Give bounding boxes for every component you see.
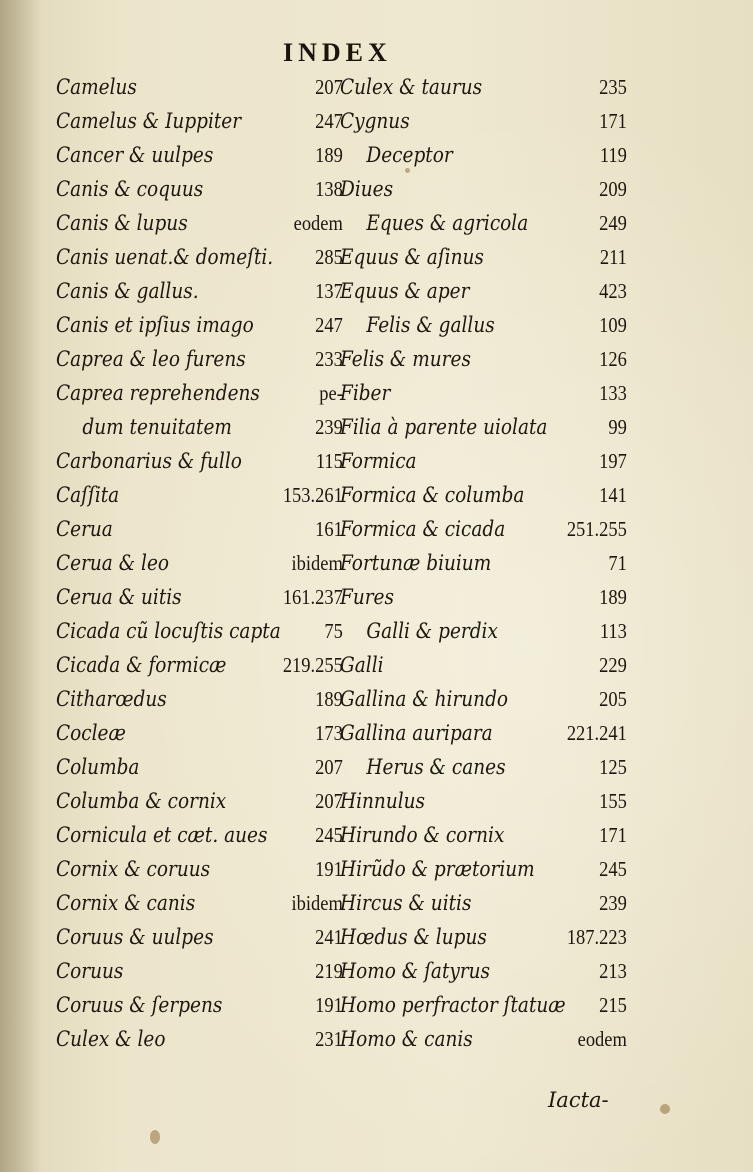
index-entry-page: 233 [315, 347, 343, 371]
index-entry-page: 285 [315, 245, 343, 269]
index-entry-name: Columba & cornix [56, 789, 227, 813]
index-entry-name: Homo & canis [340, 1027, 473, 1051]
index-entry-name: Filia à parente uiolata [340, 415, 548, 439]
index-entry-page: 189 [315, 687, 343, 711]
index-entry-name: Caprea reprehendens [56, 381, 260, 405]
index-entry-page: 75 [324, 619, 343, 643]
index-entry-name: Carbonarius & fullo [56, 449, 242, 473]
index-entry-name: Formica & cicada [340, 517, 506, 541]
index-entry [56, 274, 343, 308]
index-entry-page: 99 [608, 415, 627, 439]
index-entry-page: 245 [599, 857, 627, 881]
index-entry [340, 920, 627, 954]
index-entry-page: ibidem [291, 551, 343, 575]
index-entry [340, 104, 627, 138]
index-entry-page: 171 [599, 109, 627, 133]
index-entry-page: eodem [577, 1027, 627, 1051]
index-entry-page: 219 [315, 959, 343, 983]
index-entry-name: Homo & ſatyrus [340, 959, 491, 983]
index-entry-page: 189 [315, 143, 343, 167]
index-entry [340, 750, 627, 784]
index-entry-name: Cerua & leo [56, 551, 170, 575]
index-entry-name: Cocleæ [56, 721, 126, 745]
index-entry [56, 852, 343, 886]
index-entry-name: Canis & gallus. [56, 279, 199, 303]
index-entry-name: Culex & leo [56, 1027, 166, 1051]
index-entry-name: Citharœdus [56, 687, 167, 711]
index-entry-page: 197 [599, 449, 627, 473]
index-entry-page: 205 [599, 687, 627, 711]
index-entry-name: Camelus [56, 75, 137, 99]
index-entry [340, 376, 627, 410]
index-entry-name: Cerua & uitis [56, 585, 182, 609]
index-entry [56, 920, 343, 954]
index-entry [56, 614, 343, 648]
index-entry [340, 614, 627, 648]
index-entry-name: Herus & canes [366, 755, 506, 779]
index-entry [56, 784, 343, 818]
index-entry-name: Coruus & uulpes [56, 925, 214, 949]
index-entry-name: Cicada & formicæ [56, 653, 227, 677]
index-entry [56, 750, 343, 784]
index-entry-page: 251.255 [566, 517, 627, 541]
index-entry-name: Caprea & leo furens [56, 347, 246, 371]
index-entry-page: 133 [599, 381, 627, 405]
index-column-right [340, 70, 630, 1056]
index-entry [56, 1022, 343, 1056]
index-entry-page: 207 [315, 75, 343, 99]
index-entry [56, 376, 343, 410]
index-entry-name: Formica [340, 449, 417, 473]
index-entry-page: 247 [315, 313, 343, 337]
index-entry-name: Felis & mures [340, 347, 471, 371]
index-entry-page: 109 [599, 313, 627, 337]
index-entry-name: Diues [340, 177, 394, 201]
index-entry-page: 231 [315, 1027, 343, 1051]
index-entry-page: 191 [315, 993, 343, 1017]
index-entry-page: 247 [315, 109, 343, 133]
index-entry-name: Camelus & Iuppiter [56, 109, 242, 133]
index-entry-page: 137 [315, 279, 343, 303]
index-entry [56, 342, 343, 376]
index-entry [340, 478, 627, 512]
index-entry [56, 988, 343, 1022]
index-entry [56, 818, 343, 852]
index-entry [56, 240, 343, 274]
index-entry-name: Galli & perdix [366, 619, 498, 643]
index-entry-page: 71 [608, 551, 627, 575]
index-entry [340, 172, 627, 206]
index-entry [340, 70, 627, 104]
page-title: INDEX [283, 38, 392, 67]
index-entry-name: Columba [56, 755, 140, 779]
index-entry [340, 206, 627, 240]
index-entry-page: 155 [599, 789, 627, 813]
index-entry-name: Coruus & ſerpens [56, 993, 223, 1017]
index-entry [340, 852, 627, 886]
index-entry-page: 161 [315, 517, 343, 541]
index-entry-page: eodem [293, 211, 343, 235]
paper-stain [660, 1104, 670, 1114]
index-entry [340, 784, 627, 818]
index-entry-name: Homo perfractor ſtatuæ [340, 993, 566, 1017]
index-entry-page: 189 [599, 585, 627, 609]
index-entry-page: 423 [599, 279, 627, 303]
index-entry-name: Eques & agricola [366, 211, 529, 235]
index-entry [56, 478, 343, 512]
index-entry [56, 172, 343, 206]
index-entry-name: Felis & gallus [366, 313, 495, 337]
index-entry-page: 241 [315, 925, 343, 949]
index-entry-name: Cerua [56, 517, 113, 541]
index-entry-name: Coruus [56, 959, 124, 983]
catchword: Iacta- [548, 1088, 609, 1112]
index-entry [340, 716, 627, 750]
index-entry-name: Canis et ipſius imago [56, 313, 254, 337]
index-entry-name: Canis & coquus [56, 177, 204, 201]
binding-shadow [0, 0, 42, 1172]
index-entry-name: Gallina auripara [340, 721, 493, 745]
index-entry [340, 954, 627, 988]
index-entry-page: 141 [599, 483, 627, 507]
index-entry [340, 512, 627, 546]
index-entry-name: Equus & aſinus [340, 245, 484, 269]
index-entry-page: 125 [599, 755, 627, 779]
index-entry [340, 682, 627, 716]
paper-stain [150, 1130, 160, 1144]
index-entry [56, 648, 343, 682]
index-entry [56, 138, 343, 172]
index-entry-name: Hinnulus [340, 789, 426, 813]
index-entry-name: Fiber [340, 381, 391, 405]
paper-stain [405, 168, 410, 173]
index-entry [56, 206, 343, 240]
index-entry-page: 215 [599, 993, 627, 1017]
index-entry [340, 138, 627, 172]
index-entry-name: Fures [340, 585, 394, 609]
index-entry-page: 239 [599, 891, 627, 915]
index-entry [56, 104, 343, 138]
index-entry-name: Cancer & uulpes [56, 143, 214, 167]
index-entry [56, 444, 343, 478]
index-entry [340, 818, 627, 852]
index-entry-page: 239 [315, 415, 343, 439]
index-entry-page: 126 [599, 347, 627, 371]
index-entry-page: 245 [315, 823, 343, 847]
index-entry [56, 546, 343, 580]
index-entry-name: Cornicula et cæt. aues [56, 823, 268, 847]
index-entry [340, 308, 627, 342]
index-entry-name: dum tenuitatem [82, 415, 232, 439]
index-entry-name: Equus & aper [340, 279, 470, 303]
index-entry-page: 187.223 [566, 925, 627, 949]
index-entry [56, 716, 343, 750]
index-entry-page: 207 [315, 789, 343, 813]
index-entry-name: Gallina & hirundo [340, 687, 509, 711]
index-entry-page: 138 [315, 177, 343, 201]
index-entry [56, 512, 343, 546]
index-entry-name: Deceptor [366, 143, 453, 167]
index-entry [340, 410, 627, 444]
index-entry-name: Cornix & canis [56, 891, 196, 915]
index-entry-name: Fortunæ biuium [340, 551, 492, 575]
index-entry-page: pe- [319, 381, 343, 405]
index-entry [340, 886, 627, 920]
index-entry-page: 161.237 [282, 585, 343, 609]
index-entry-name: Cicada cũ locuſtis capta [56, 619, 281, 643]
index-entry-page: 209 [599, 177, 627, 201]
index-entry-page: 211 [599, 245, 627, 269]
index-entry-page: 119 [599, 143, 627, 167]
index-entry-page: 153.261 [282, 483, 343, 507]
index-entry [340, 580, 627, 614]
index-entry [56, 886, 343, 920]
index-entry-page: 171 [599, 823, 627, 847]
index-entry-page: 113 [599, 619, 627, 643]
index-entry-name: Cygnus [340, 109, 410, 133]
index-entry [340, 1022, 627, 1056]
index-entry-name: Galli [340, 653, 384, 677]
index-entry [56, 410, 343, 444]
index-entry-page: 207 [315, 755, 343, 779]
index-entry-name: Culex & taurus [340, 75, 483, 99]
index-entry [56, 70, 343, 104]
index-entry-name: Hircus & uitis [340, 891, 472, 915]
index-entry [340, 546, 627, 580]
index-entry [56, 580, 343, 614]
index-entry [56, 954, 343, 988]
index-entry-name: Hirũdo & prætorium [340, 857, 535, 881]
index-entry-page: ibidem [291, 891, 343, 915]
index-entry [340, 648, 627, 682]
index-entry-page: 115 [315, 449, 343, 473]
index-entry-name: Cornix & coruus [56, 857, 211, 881]
index-column-left [56, 70, 346, 1056]
index-entry-page: 249 [599, 211, 627, 235]
index-entry-name: Formica & columba [340, 483, 525, 507]
index-entry-page: 191 [315, 857, 343, 881]
index-entry [340, 342, 627, 376]
index-entry-name: Caſſita [56, 483, 120, 507]
index-entry-name: Hirundo & cornix [340, 823, 505, 847]
index-entry-page: 221.241 [566, 721, 627, 745]
index-entry [56, 682, 343, 716]
index-entry-page: 173 [315, 721, 343, 745]
index-entry-page: 213 [599, 959, 627, 983]
index-entry-name: Canis & lupus [56, 211, 188, 235]
index-entry [56, 308, 343, 342]
index-entry [340, 988, 627, 1022]
index-entry-name: Canis uenat.& domeſti. [56, 245, 274, 269]
index-entry-name: Hœdus & lupus [340, 925, 487, 949]
index-entry [340, 274, 627, 308]
index-entry [340, 444, 627, 478]
index-entry-page: 229 [599, 653, 627, 677]
index-entry-page: 235 [599, 75, 627, 99]
index-entry-page: 219.255 [282, 653, 343, 677]
index-entry [340, 240, 627, 274]
